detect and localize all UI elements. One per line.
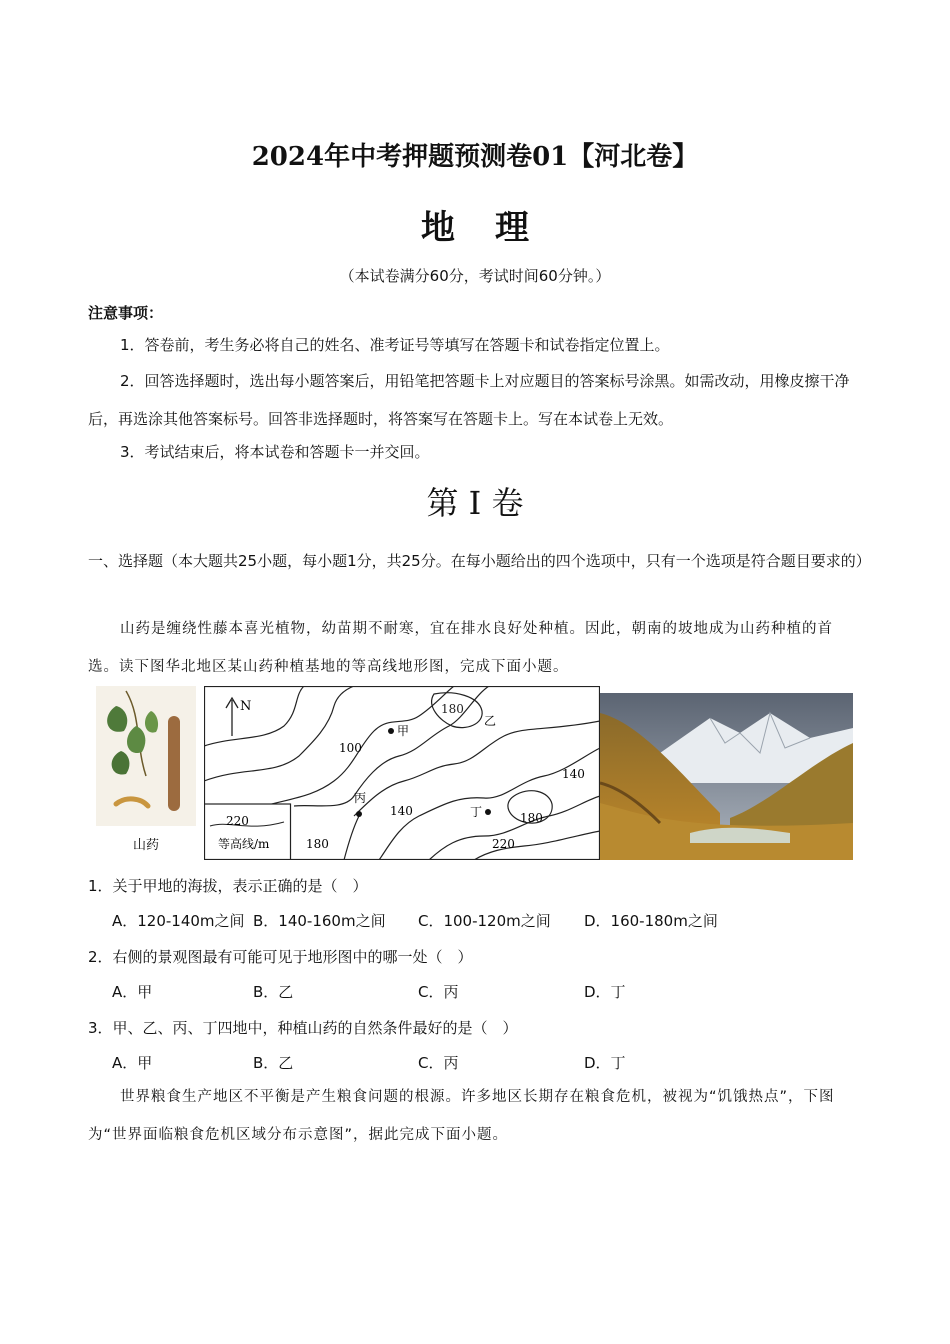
- valley-landscape-photo: [600, 693, 853, 860]
- q2-option-d[interactable]: D．丁: [584, 983, 626, 1001]
- q2-option-c[interactable]: C．丙: [418, 983, 459, 1001]
- q1-option-d[interactable]: D．160-180m之间: [584, 912, 718, 930]
- notice-item-3: 3．考试结束后，将本试卷和答题卡一并交回。: [120, 443, 430, 461]
- q3-option-a[interactable]: A．甲: [112, 1054, 153, 1072]
- q3-option-d[interactable]: D．丁: [584, 1054, 626, 1072]
- yam-illustration: [96, 686, 196, 856]
- north-label: N: [240, 699, 252, 714]
- q1-option-c[interactable]: C．100-120m之间: [418, 912, 551, 930]
- q1-option-b[interactable]: B．140-160m之间: [253, 912, 386, 930]
- legend-label: 等高线/m: [218, 837, 270, 851]
- section-heading: 一、选择题（本大题共25小题，每小题1分，共25分。在每小题给出的四个选项中，只有一个选项是符合题目要求的）: [88, 552, 871, 570]
- contour-map: [204, 686, 600, 860]
- notice-heading: 注意事项：: [88, 304, 164, 322]
- q3-option-b[interactable]: B．乙: [253, 1054, 294, 1072]
- place-bing: 丙: [354, 791, 367, 805]
- question-3-stem: 3．甲、乙、丙、丁四地中，种植山药的自然条件最好的是（ ）: [88, 1019, 518, 1037]
- q3-option-c[interactable]: C．丙: [418, 1054, 459, 1072]
- exam-title: 2024年中考押题预测卷01【河北卷】: [251, 142, 699, 172]
- place-ding: 丁: [470, 805, 483, 819]
- passage-2: 世界粮食生产地区不平衡是产生粮食问题的根源。许多地区长期存在粮食危机，被视为“饥饿热点”，下图为“世界面临粮食危机区域分布示意图”，据此完成下面小题。: [88, 1089, 835, 1143]
- exam-note: （本试卷满分60分，考试时间60分钟。）: [339, 267, 611, 285]
- q1-option-a[interactable]: A．120-140m之间: [112, 912, 245, 930]
- contour-label-140-b: 140: [390, 804, 413, 818]
- question-1-stem: 1．关于甲地的海拔，表示正确的是（ ）: [88, 877, 368, 895]
- contour-label-140-a: 140: [562, 767, 585, 781]
- contour-label-180-c: 180: [306, 837, 329, 851]
- contour-label-180-a: 180: [441, 702, 464, 716]
- place-jia: 甲: [397, 724, 410, 738]
- contour-label-220: 220: [492, 837, 515, 851]
- q2-option-b[interactable]: B．乙: [253, 983, 294, 1001]
- plant-caption: 山药: [132, 838, 159, 853]
- subject-title: 地理: [421, 208, 569, 248]
- place-yi: 乙: [484, 714, 497, 728]
- notice-item-2: 2．回答选择题时，选出每小题答案后，用铅笔把答题卡上对应题目的答案标号涂黑。如需改动，用橡皮擦干净后，再选涂其他答案标号。回答非选择题时，将答案写在答题卡上。写在本试卷上无效。: [88, 372, 850, 428]
- q2-option-a[interactable]: A．甲: [112, 983, 153, 1001]
- question-2-stem: 2．右侧的景观图最有可能可见于地形图中的哪一处（ ）: [88, 948, 473, 966]
- legend-value: 220: [226, 814, 249, 828]
- passage-1: 山药是缠绕性藤本喜光植物，幼苗期不耐寒，宜在排水良好处种植。因此，朝南的坡地成为山药种植的首选。读下图华北地区某山药种植基地的等高线地形图，完成下面小题。: [88, 621, 833, 675]
- contour-label-180-b: 180: [520, 811, 543, 825]
- notice-item-1: 1．答卷前，考生务必将自己的姓名、准考证号等填写在答题卡和试卷指定位置上。: [120, 336, 670, 354]
- volume-title: 第 I 卷: [426, 484, 524, 522]
- contour-label-100: 100: [339, 741, 362, 755]
